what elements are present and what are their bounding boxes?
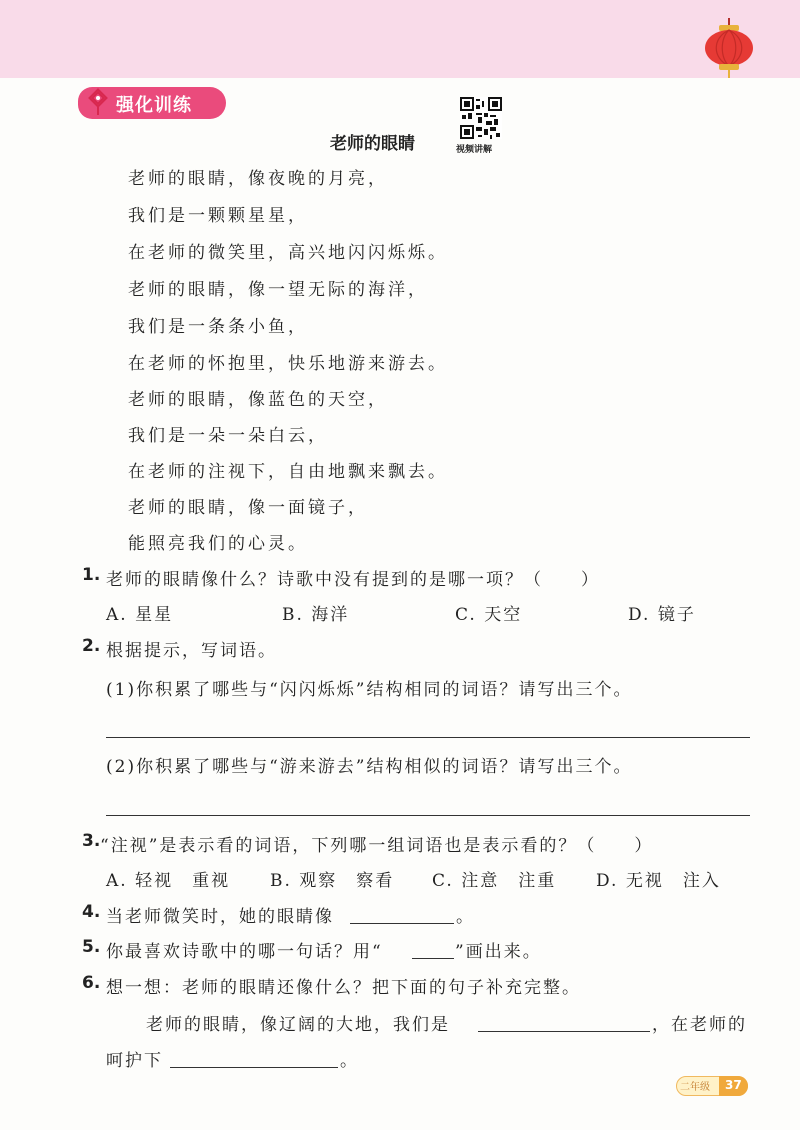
option-d[interactable]: D. 无视 注入 (596, 871, 721, 891)
question-1-text: 老师的眼睛像什么？诗歌中没有提到的是哪一项？（ ） (106, 570, 600, 590)
answer-blank-6-2[interactable] (170, 1067, 338, 1068)
poem-line: 我们是一颗颗星星， (128, 206, 308, 226)
qr-label: 视频讲解 (456, 145, 493, 155)
option-a[interactable]: A. 轻视 重视 (106, 871, 231, 891)
answer-line-2-1[interactable] (106, 737, 750, 738)
question-6-line1-end: ，在老师的 (652, 1015, 747, 1035)
option-d[interactable]: D. 镜子 (628, 605, 696, 625)
question-5-text: 你最喜欢诗歌中的哪一句话？用“ (106, 942, 383, 962)
question-5-end: ”画出来。 (455, 942, 542, 962)
answer-blank-4[interactable] (350, 923, 454, 924)
question-2-sub1: (1)你积累了哪些与“闪闪烁烁”结构相同的词语？请写出三个。 (106, 680, 633, 700)
option-b[interactable]: B. 海洋 (282, 605, 350, 625)
poem-line: 在老师的注视下，自由地飘来飘去。 (128, 462, 448, 482)
grade-label: 二年级 (680, 1082, 710, 1093)
poem-line: 在老师的微笑里，高兴地闪闪烁烁。 (128, 243, 448, 263)
poem-line: 能照亮我们的心灵。 (128, 534, 308, 554)
poem-line: 在老师的怀抱里，快乐地游来游去。 (128, 354, 448, 374)
answer-blank-6-1[interactable] (478, 1031, 650, 1032)
question-2-text: 根据提示，写词语。 (106, 641, 277, 661)
question-6-text: 想一想：老师的眼睛还像什么？把下面的句子补充完整。 (106, 978, 581, 998)
question-number: 5. (82, 937, 101, 957)
question-3-text: “注视”是表示看的词语，下列哪一组词语也是表示看的？（ ） (100, 836, 654, 856)
poem-line: 我们是一条条小鱼， (128, 317, 308, 337)
option-a[interactable]: A. 星星 (106, 605, 174, 625)
question-6-line1: 老师的眼睛，像辽阔的大地，我们是 (146, 1015, 450, 1035)
poem-title: 老师的眼睛 (330, 134, 415, 154)
question-6-line2-end: 。 (340, 1051, 359, 1071)
question-4-end: 。 (456, 907, 475, 927)
question-number: 3. (82, 831, 101, 851)
header-band (0, 0, 800, 78)
answer-line-2-2[interactable] (106, 815, 750, 816)
option-c[interactable]: C. 注意 注重 (432, 871, 557, 891)
question-number: 1. (82, 565, 101, 585)
qr-code-icon[interactable] (460, 97, 502, 139)
option-b[interactable]: B. 观察 察看 (270, 871, 395, 891)
poem-line: 老师的眼睛，像蓝色的天空， (128, 390, 388, 410)
section-label: 强化训练 (116, 95, 192, 116)
poem-line: 老师的眼睛，像一望无际的海洋， (128, 280, 428, 300)
lantern-icon (700, 18, 758, 78)
question-6-line2: 呵护下 (106, 1051, 163, 1071)
question-number: 2. (82, 636, 101, 656)
poem-line: 我们是一朵一朵白云， (128, 426, 328, 446)
option-c[interactable]: C. 天空 (455, 605, 523, 625)
question-number: 4. (82, 902, 101, 922)
poem-line: 老师的眼睛，像一面镜子， (128, 498, 368, 518)
underline-sample (412, 958, 454, 959)
page-number: 37 (725, 1078, 742, 1092)
question-4-text: 当老师微笑时，她的眼睛像 (106, 907, 334, 927)
poem-line: 老师的眼睛，像夜晚的月亮， (128, 169, 388, 189)
question-2-sub2: (2)你积累了哪些与“游来游去”结构相似的词语？请写出三个。 (106, 757, 633, 777)
chinese-knot-icon (84, 88, 112, 116)
question-number: 6. (82, 973, 101, 993)
